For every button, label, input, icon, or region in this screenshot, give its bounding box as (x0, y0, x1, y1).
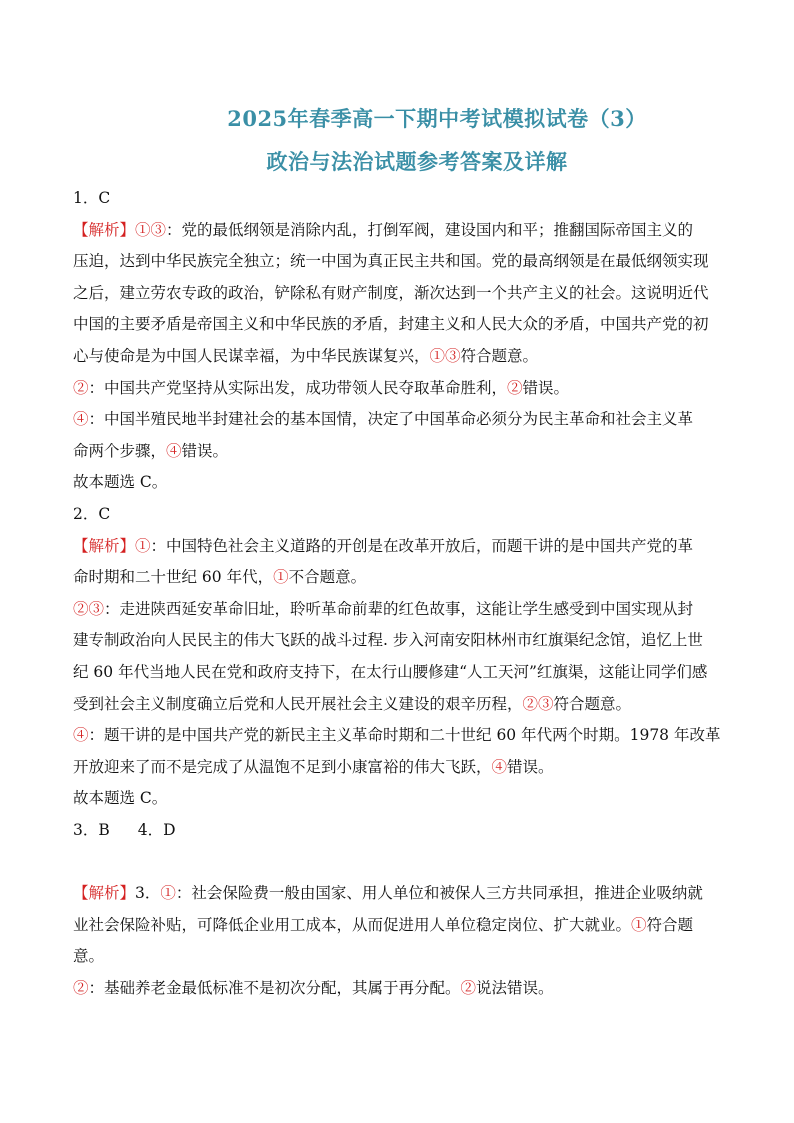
q2-option-23-cont: 受到社会主义制度确立后党和人民开展社会主义建设的艰辛历程，②③符合题意。 (73, 694, 632, 713)
analysis-tag: 【解析】 (73, 536, 136, 555)
q2-analysis-line: 【解析】①：中国特色社会主义道路的开创是在改革开放后，而题干讲的是中国共产党的革 (73, 536, 694, 555)
q2-option-4: ④：题干讲的是中国共产党的新民主主义革命时期和二十世纪 60 年代两个时期。1978 年改革 (73, 726, 721, 745)
option-marks: ① (135, 536, 151, 555)
q1-option-2: ②：中国共产党坚持从实际出发，成功带领人民夺取革命胜利，②错误。 (73, 378, 570, 397)
option-marks: ④ (73, 726, 89, 745)
q3-analysis-line: 业社会保险补贴，可降低企业用工成本，从而促进用人单位稳定岗位、扩大就业。①符合题 (73, 915, 694, 934)
option-marks: ④ (491, 757, 508, 776)
q2-option-23: ②③：走进陕西延安革命旧址，聆听革命前辈的红色故事，这能让学生感受到中国实现从封 (73, 599, 694, 618)
option-marks: ①③ (135, 220, 167, 239)
option-marks: ②③ (522, 694, 554, 713)
q3-option-2: ②：基础养老金最低标准不是初次分配，其属于再分配。②说法错误。 (73, 978, 554, 997)
q2-option-23-cont: 纪 60 年代当地人民在党和政府支持下，在太行山腰修建“人工天河”红旗渠，这能让同学们感 (73, 662, 708, 681)
q2-analysis-line: 命时期和二十世纪 60 年代，①不合题意。 (73, 568, 367, 587)
q1-analysis-line: 中国的主要矛盾是帝国主义和中华民族的矛盾，封建主义和人民大众的矛盾，中国共产党的初 (73, 315, 709, 334)
q1-conclusion: 故本题选 C。 (73, 473, 168, 492)
q2-option-23-cont: 建专制政治向人民民主的伟大飞跃的战斗过程. 步入河南安阳林州市红旗渠纪念馆，追忆上世 (73, 631, 703, 650)
option-marks: ④ (73, 410, 89, 429)
q1-analysis-line: 之后，建立劳农专政的政治，铲除私有财产制度，渐次达到一个共产主义的社会。这说明近代 (73, 283, 709, 302)
option-marks: ② (507, 378, 523, 397)
option-marks: ① (631, 915, 647, 934)
q2-conclusion: 故本题选 C。 (73, 789, 168, 808)
q2-option-4-cont: 开放迎来了而不是完成了从温饱不足到小康富裕的伟大飞跃，④错误。 (73, 757, 554, 776)
q3-analysis-line: 【解析】3．①：社会保险费一般由国家、用人单位和被保人三方共同承担，推进企业吸纳就 (73, 884, 703, 903)
option-marks: ② (73, 378, 89, 397)
page-title: 2025年春季高一下期中考试模拟试卷（3） (227, 106, 647, 131)
analysis-tag: 【解析】 (73, 220, 136, 239)
q1-analysis-line: 【解析】①③：党的最低纲领是消除内乱，打倒军阀，建设国内和平；推翻国际帝国主义的 (73, 220, 694, 239)
q1-analysis-line: 心与使命是为中国人民谋幸福，为中华民族谋复兴，①③符合题意。 (73, 346, 539, 365)
q2-answer: 2．C (73, 504, 111, 523)
option-marks: ② (460, 978, 477, 997)
option-marks: ① (273, 568, 289, 587)
option-marks: ① (160, 884, 176, 903)
q34-answers: 3．B 4．D (73, 820, 176, 839)
analysis-tag: 【解析】 (73, 884, 136, 903)
blank-line (73, 846, 727, 878)
q1-analysis-line: 压迫，达到中华民族完全独立；统一中国为真正民主共和国。党的最高纲领是在最低纲领实现 (73, 252, 709, 271)
q1-option-4-cont: 命两个步骤，④错误。 (73, 441, 229, 460)
option-marks: ②③ (73, 599, 105, 618)
q1-answer: 1．C (73, 189, 111, 207)
page-subtitle: 政治与法治试题参考答案及详解 (266, 149, 568, 174)
option-marks: ④ (166, 441, 182, 460)
option-marks: ①③ (429, 346, 461, 365)
q3-analysis-line: 意。 (73, 947, 105, 966)
option-marks: ② (73, 978, 89, 997)
q1-option-4: ④：中国半殖民地半封建社会的基本国情，决定了中国革命必须分为民主革命和社会主义革 (73, 410, 694, 429)
answer-content (73, 183, 727, 1004)
